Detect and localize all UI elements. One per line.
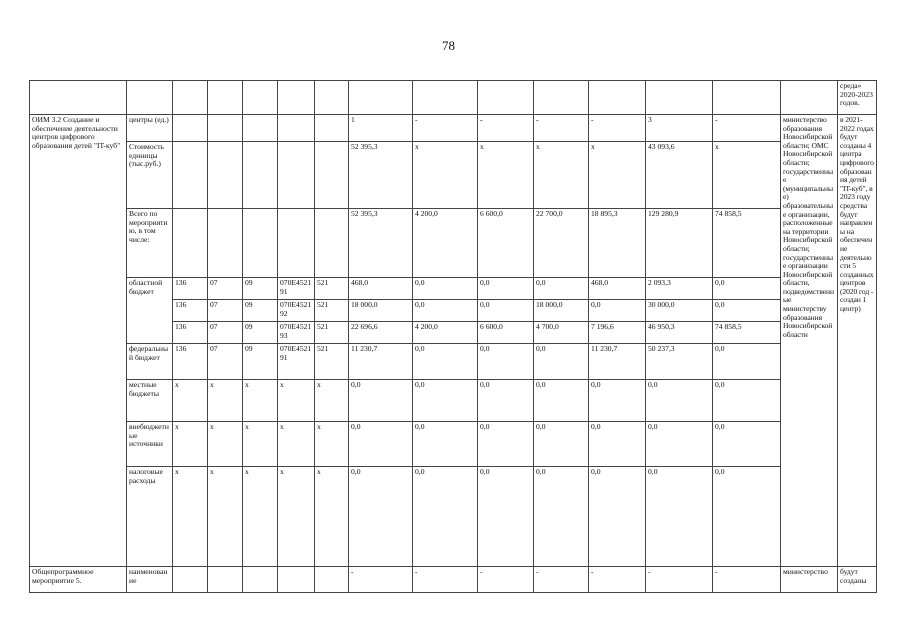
table-cell: 0,0 (589, 422, 646, 467)
table-cell: 0,0 (349, 467, 413, 567)
table-cell: - (646, 567, 713, 593)
table-cell: - (413, 115, 478, 142)
table-cell (173, 142, 208, 209)
table-cell: 0,0 (413, 380, 478, 422)
table-cell: 09 (243, 278, 278, 300)
table-cell: 0,0 (478, 467, 534, 567)
table-cell: 0,0 (646, 467, 713, 567)
table-cell (589, 81, 646, 115)
table-cell: 521 (315, 344, 349, 380)
table-cell (278, 81, 315, 115)
table-cell: х (243, 380, 278, 422)
table-row (30, 344, 877, 380)
table-cell: внебюджетные источники (127, 422, 173, 467)
table-cell: 136 (173, 322, 208, 344)
table-cell: 0,0 (349, 380, 413, 422)
table-cell (278, 115, 315, 142)
table-cell: - (713, 567, 781, 593)
table-cell: 0,0 (646, 380, 713, 422)
table-cell: 0,0 (478, 278, 534, 300)
table-cell: 52 395,3 (349, 209, 413, 278)
table-cell: 30 000,0 (646, 300, 713, 322)
table-row (30, 422, 877, 467)
table-cell (127, 81, 173, 115)
table-cell: 136 (173, 278, 208, 300)
table-cell: 52 395,3 (349, 142, 413, 209)
table-cell (243, 81, 278, 115)
table-cell: 4 200,0 (413, 322, 478, 344)
table-cell: х (534, 142, 589, 209)
table-cell: 09 (243, 322, 278, 344)
table-cell: 070Е452192 (278, 300, 315, 322)
table-cell: х (278, 380, 315, 422)
table-cell: х (315, 380, 349, 422)
table-cell: 0,0 (713, 344, 781, 380)
table-cell: 18 895,3 (589, 209, 646, 278)
result-cell-top: среда» 2020-2023 годов. (838, 81, 877, 115)
table-cell: - (478, 115, 534, 142)
table-cell: 0,0 (713, 422, 781, 467)
table-cell: 4 200,0 (413, 209, 478, 278)
table-cell: - (589, 115, 646, 142)
table-cell: х (243, 422, 278, 467)
table-row (30, 467, 877, 567)
table-cell (315, 567, 349, 593)
table-cell (349, 81, 413, 115)
executors-cell: министерство образования Новосибирской области; ОМС Новосибирской области; государственные (муниципальные) образовательные организации, расположенные на территории Новосибирской области; государственные организации Новосибирской области, подведомственные министерству образования Новосибирской области (781, 115, 838, 567)
table-cell: 09 (243, 344, 278, 380)
table-cell: 07 (208, 278, 243, 300)
table-cell: х (713, 142, 781, 209)
table-cell (781, 81, 838, 115)
table-cell: будут созданы (838, 567, 877, 593)
table-row (30, 81, 877, 115)
table-cell (208, 115, 243, 142)
table-cell: 0,0 (413, 422, 478, 467)
table-cell: х (173, 467, 208, 567)
table-cell: 50 237,3 (646, 344, 713, 380)
table-cell: 0,0 (713, 467, 781, 567)
activity-title: ОИМ 3.2 Создание и обеспечение деятельности центров цифрового образования детей "IT-куб" (30, 115, 127, 567)
table-cell: 3 (646, 115, 713, 142)
table-cell: 07 (208, 300, 243, 322)
table-cell: 0,0 (534, 380, 589, 422)
table-row (30, 142, 877, 209)
table-cell: 0,0 (589, 300, 646, 322)
table-cell: 07 (208, 344, 243, 380)
table-cell: 0,0 (713, 380, 781, 422)
table-cell: х (315, 467, 349, 567)
table-cell: х (243, 467, 278, 567)
table-cell: 468,0 (349, 278, 413, 300)
table-cell: Стоимость единицы (тыс.руб.) (127, 142, 173, 209)
table-cell: 0,0 (413, 300, 478, 322)
table-cell: 0,0 (478, 344, 534, 380)
table-cell: федеральный бюджет (127, 344, 173, 380)
table-cell: 07 (208, 322, 243, 344)
table-cell (173, 209, 208, 278)
table-cell (315, 115, 349, 142)
table-cell: 22 696,6 (349, 322, 413, 344)
table-cell: х (278, 467, 315, 567)
table-cell (208, 209, 243, 278)
table-cell: 0,0 (713, 300, 781, 322)
table-cell: - (534, 567, 589, 593)
table-cell: 0,0 (589, 467, 646, 567)
table-cell: 0,0 (413, 344, 478, 380)
table-cell: х (208, 422, 243, 467)
table-row (30, 567, 877, 593)
table-cell: 070Е452191 (278, 344, 315, 380)
table-cell: х (478, 142, 534, 209)
table-cell: наименование (127, 567, 173, 593)
table-cell: 4 700,0 (534, 322, 589, 344)
table-cell: 136 (173, 344, 208, 380)
table-cell (173, 567, 208, 593)
table-cell (243, 115, 278, 142)
table-cell: 6 600,0 (478, 209, 534, 278)
table-cell: 2 093,3 (646, 278, 713, 300)
table-cell: 0,0 (478, 380, 534, 422)
table-cell: центры (ед.) (127, 115, 173, 142)
table-cell: 22 700,0 (534, 209, 589, 278)
table-cell: - (534, 115, 589, 142)
table-cell: 521 (315, 322, 349, 344)
table-cell: 74 858,5 (713, 322, 781, 344)
table-cell: х (315, 422, 349, 467)
table-cell: 0,0 (478, 300, 534, 322)
table-cell (208, 142, 243, 209)
table-row (30, 209, 877, 278)
table-row (30, 380, 877, 422)
table-cell: х (173, 380, 208, 422)
table-cell (243, 209, 278, 278)
table-row (30, 115, 877, 142)
table-cell: 43 093,6 (646, 142, 713, 209)
table-cell (30, 81, 127, 115)
table-cell (208, 567, 243, 593)
table-row (30, 278, 877, 300)
activity-title: Общепрограммное мероприятие 5. (30, 567, 127, 593)
table-cell (243, 567, 278, 593)
table-cell: 521 (315, 300, 349, 322)
table-cell: 1 (349, 115, 413, 142)
table-cell: 6 600,0 (478, 322, 534, 344)
table-cell: 74 858,5 (713, 209, 781, 278)
table-cell: 18 000,0 (534, 300, 589, 322)
table-cell: 070Е452193 (278, 322, 315, 344)
table-cell (534, 81, 589, 115)
table-cell: х (589, 142, 646, 209)
table-cell: 0,0 (534, 422, 589, 467)
table-cell: Всего по мероприятию, в том числе: (127, 209, 173, 278)
table-cell: х (208, 467, 243, 567)
table-cell: 070Е452191 (278, 278, 315, 300)
table-cell: налоговые расходы (127, 467, 173, 567)
table-cell: 0,0 (713, 278, 781, 300)
table-cell: - (713, 115, 781, 142)
table-cell: 46 950,3 (646, 322, 713, 344)
table-cell: 0,0 (646, 422, 713, 467)
table-cell: 0,0 (478, 422, 534, 467)
table-cell: х (173, 422, 208, 467)
table-cell: 11 230,7 (349, 344, 413, 380)
table-cell: х (208, 380, 243, 422)
table-cell: 09 (243, 300, 278, 322)
table-cell (478, 81, 534, 115)
table-cell: 0,0 (534, 344, 589, 380)
table-cell: х (278, 422, 315, 467)
table-cell: - (478, 567, 534, 593)
result-cell: в 2021-2022 годах будут созданы 4 центра цифрового образования детей "IT-куб", в 2023 году средства будут направлены на обеспечение деятельности 5 созданных центров (2020 год - создан 1 центр) (838, 115, 877, 567)
page-number: 78 (442, 38, 455, 53)
table-cell: х (413, 142, 478, 209)
table-cell: 7 196,6 (589, 322, 646, 344)
table-cell: 0,0 (413, 278, 478, 300)
table-cell: 18 000,0 (349, 300, 413, 322)
table-cell (646, 81, 713, 115)
table-cell: 0,0 (534, 278, 589, 300)
table-cell: 136 (173, 300, 208, 322)
table-cell (243, 142, 278, 209)
table-cell: министерство (781, 567, 838, 593)
table-cell: - (349, 567, 413, 593)
table-cell: - (413, 567, 478, 593)
table-cell (208, 81, 243, 115)
table-cell (278, 209, 315, 278)
table-cell: - (589, 567, 646, 593)
table-cell: 0,0 (413, 467, 478, 567)
table-cell (173, 81, 208, 115)
table-cell: 11 230,7 (589, 344, 646, 380)
table-cell: 0,0 (349, 422, 413, 467)
table-cell: 521 (315, 278, 349, 300)
table-cell: 468,0 (589, 278, 646, 300)
table-cell (278, 142, 315, 209)
program-table (29, 80, 877, 593)
table-cell (278, 567, 315, 593)
table-cell (413, 81, 478, 115)
table-cell: 0,0 (589, 380, 646, 422)
table-cell: областной бюджет (127, 278, 173, 344)
table-cell: 129 280,9 (646, 209, 713, 278)
table-cell: 0,0 (534, 467, 589, 567)
table-cell: местные бюджеты (127, 380, 173, 422)
table-cell (713, 81, 781, 115)
table-cell (173, 115, 208, 142)
table-cell (315, 142, 349, 209)
table-cell (315, 81, 349, 115)
table-cell (315, 209, 349, 278)
